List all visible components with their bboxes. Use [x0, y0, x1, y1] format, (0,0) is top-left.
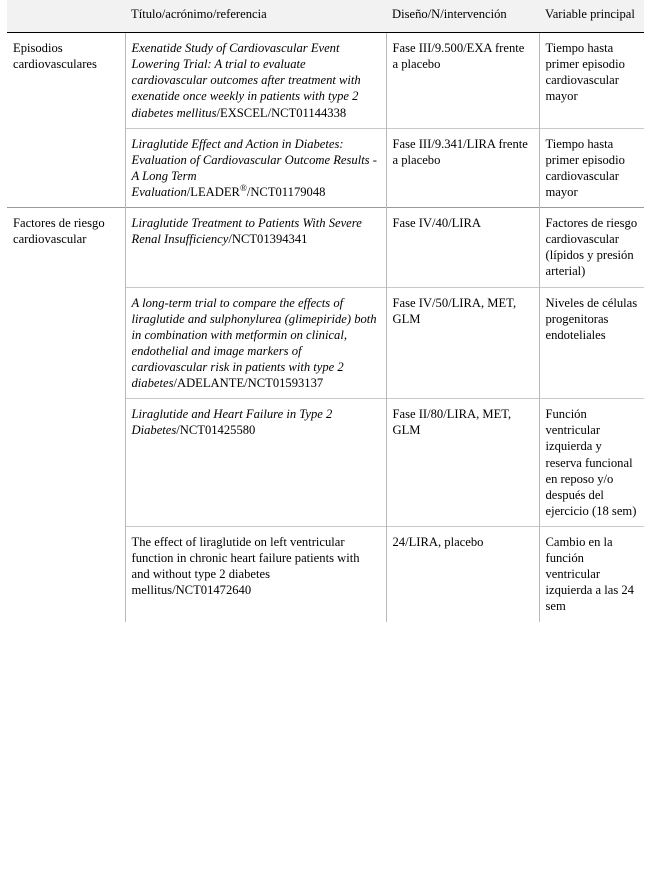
column-header-title: Título/acrónimo/referencia: [125, 0, 386, 33]
study-title-italic: A long-term trial to compare the effects of liraglutide and sulphonylurea (glimepiride) both in combination with metformin on clinical, endothelial and image markers of cardiovascular risk in patients with type 2 diabetes: [131, 295, 377, 391]
study-design: Fase II/80/LIRA, MET, GLM: [386, 399, 539, 527]
study-design: 24/LIRA, placebo: [386, 526, 539, 621]
study-design: Fase IV/40/LIRA: [386, 208, 539, 287]
study-title: [125, 128, 386, 207]
study-title: [125, 208, 386, 287]
study-design: Fase IV/50/LIRA, MET, GLM: [386, 287, 539, 399]
study-title: [125, 287, 386, 399]
study-title-reference: /NCT01425580: [176, 423, 256, 438]
table-head: [7, 0, 644, 33]
study-outcome: Tiempo hasta primer episodio cardiovascular mayor: [539, 128, 644, 207]
study-design: Fase III/9.500/EXA frente a placebo: [386, 33, 539, 129]
study-title-italic: Liraglutide Treatment to Patients With Severe Renal Insufficiency: [131, 216, 362, 247]
column-header-outcome: Variable principal: [539, 0, 644, 33]
study-outcome: Tiempo hasta primer episodio cardiovascular mayor: [545, 41, 625, 104]
study-outcome: Cambio en la función ventricular izquierda a las 24 sem: [539, 526, 644, 621]
study-title-reference: /LEADER®/NCT01179048: [186, 182, 326, 199]
clinical-trials-table: [7, 0, 644, 622]
table-row: [7, 33, 644, 129]
group-label-cardiovascular-events: Episodios cardiovasculares: [7, 33, 125, 208]
column-header-design: Diseño/N/intervención: [386, 0, 539, 33]
group-label-cardiovascular-risk-factors: Factores de riesgo cardiovascular: [7, 208, 125, 622]
study-title: [125, 399, 386, 527]
study-outcome: Función ventricular izquierda y reserva funcional en reposo y/o después del ejercicio (18 sem): [539, 399, 644, 527]
study-title-italic: Exenatide Study of Cardiovascular Event Lowering Trial: A trial to evaluate cardiovascular outcomes after treatment with exenatide once weekly in patients with type 2 diabetes mellitus: [131, 41, 361, 120]
study-outcome: Niveles de células progenitoras endoteliales: [539, 287, 644, 399]
study-design: Fase III/9.341/LIRA frente a placebo: [386, 128, 539, 207]
study-title-italic: Liraglutide and Heart Failure in Type 2 Diabetes: [131, 407, 333, 438]
study-title-reference: /NCT01394341: [228, 232, 308, 247]
table-header-row: [7, 0, 644, 33]
column-header-group: [7, 0, 125, 33]
study-title: [125, 33, 386, 129]
study-title-reference: /ADELANTE/NCT01593137: [173, 376, 324, 391]
table-row: [7, 208, 644, 287]
study-title-reference: The effect of liraglutide on left ventricular function in chronic heart failure patients with and without type 2 diabetes mellitus/NCT01472640: [131, 534, 360, 598]
study-title-reference: /EXSCEL/NCT01144338: [216, 105, 347, 120]
study-title-italic: Liraglutide Effect and Action in Diabetes: Evaluation of Cardiovascular Outcome Results - A Long Term Evaluation: [131, 136, 377, 199]
table-body: [7, 33, 644, 622]
registered-trademark-icon: ®: [239, 182, 247, 193]
study-title: [125, 526, 386, 621]
study-outcome: Factores de riesgo cardiovascular (lípidos y presión arterial): [539, 208, 644, 287]
